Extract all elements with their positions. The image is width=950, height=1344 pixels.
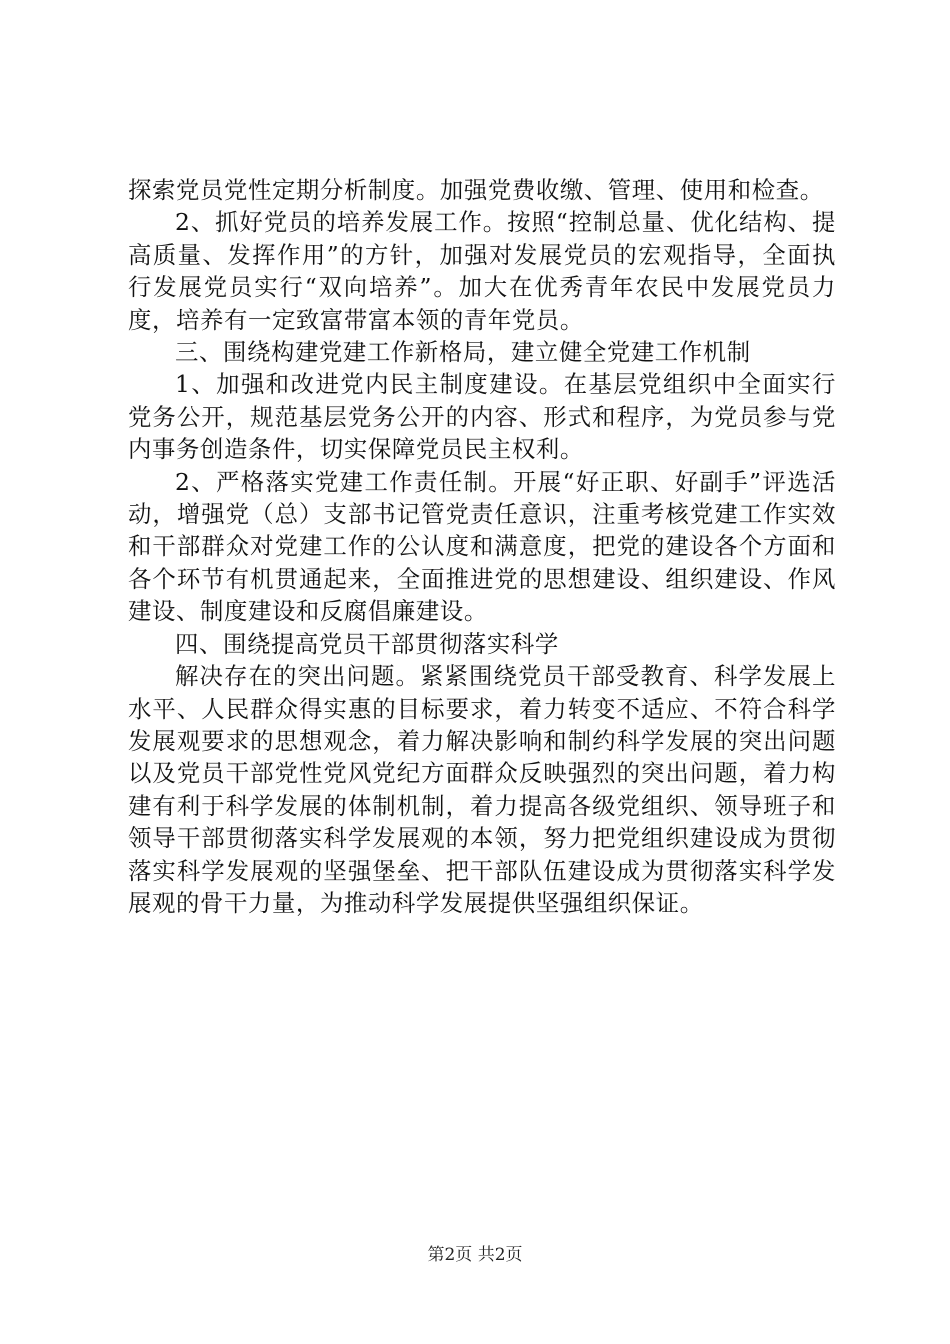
- paragraph: 探索党员党性定期分析制度。加强党费收缴、管理、使用和检查。: [128, 176, 824, 204]
- paragraph: 1、加强和改进党内民主制度建设。在基层党组织中全面实行党务公开，规范基层党务公开的内容、形式和程序，为党员参与党内事务创造条件，切实保障党员民主权利。: [128, 370, 836, 464]
- document-body: [128, 174, 836, 919]
- paragraph: 解决存在的突出问题。紧紧围绕党员干部受教育、科学发展上水平、人民群众得实惠的目标要求，着力转变不适应、不符合科学发展观要求的思想观念，着力解决影响和制约科学发展的突出问题以及党员干部党性党风党纪方面群众反映强烈的突出问题，着力构建有利于科学发展的体制机制，着力提高各级党组织、领导班子和领导干部贯彻落实科学发展观的本领，努力把党组织建设成为贯彻落实科学发展观的坚强堡垒、把干部队伍建设成为贯彻落实科学发展观的骨干力量，为推动科学发展提供坚强组织保证。: [128, 662, 836, 917]
- paragraph: 2、抓好党员的培养发展工作。按照“控制总量、优化结构、提高质量、发挥作用”的方针，加强对发展党员的宏观指导，全面执行发展党员实行“双向培养”。加大在优秀青年农民中发展党员力度，培养有一定致富带富本领的青年党员。: [128, 208, 836, 334]
- paragraph: 2、严格落实党建工作责任制。开展“好正职、好副手”评选活动，增强党（总）支部书记管党责任意识，注重考核党建工作实效和干部群众对党建工作的公认度和满意度，把党的建设各个方面和各个环节有机贯通起来，全面推进党的思想建设、组织建设、作风建设、制度建设和反腐倡廉建设。: [128, 467, 836, 626]
- section-heading: 三、围绕构建党建工作新格局，建立健全党建工作机制: [175, 338, 751, 367]
- section-heading: 四、围绕提高党员干部贯彻落实科学: [175, 629, 559, 658]
- page-footer: 第2页 共2页: [427, 1245, 523, 1265]
